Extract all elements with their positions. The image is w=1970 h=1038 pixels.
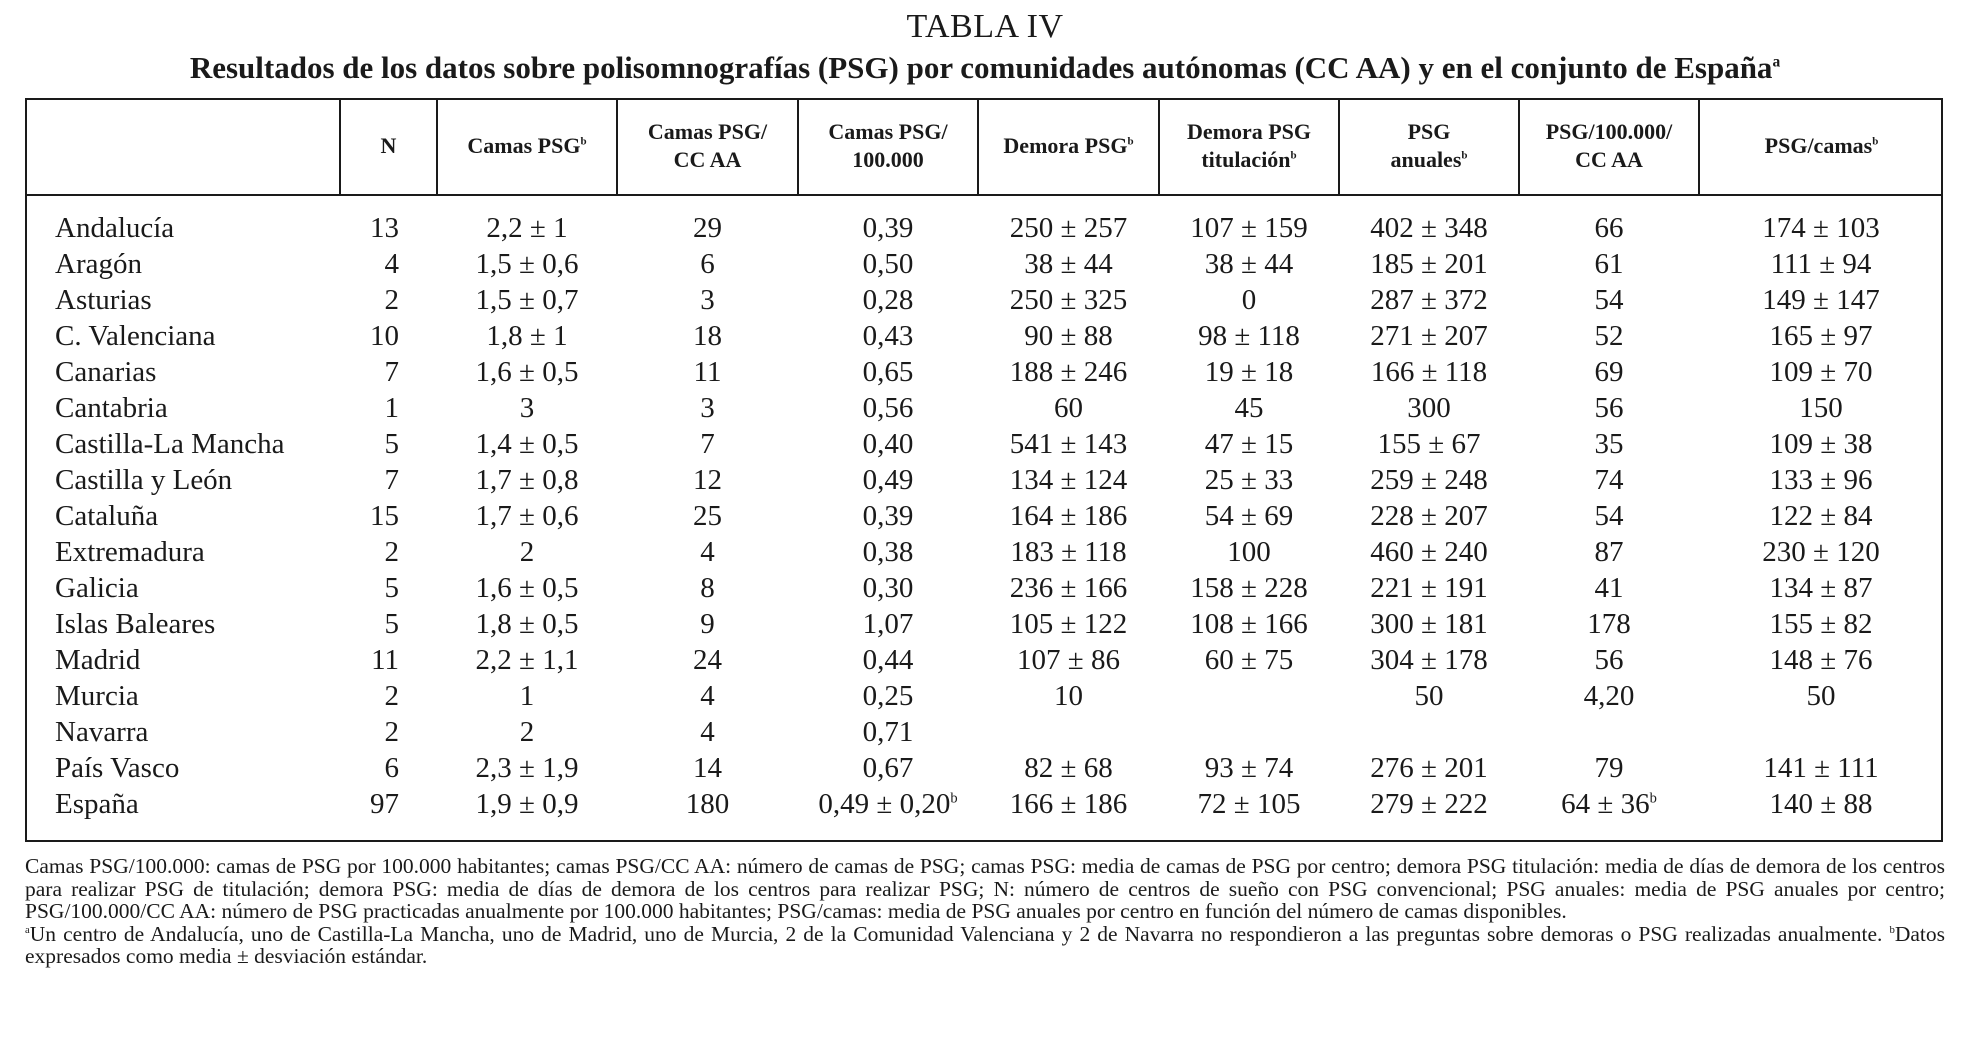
cell-camas-100k: 0,56 [862,392,914,424]
cell-camas-100k: 0,67 [862,752,914,784]
cell-demora-tit: 38 ± 44 [1204,248,1294,280]
cell-camas-ccaa: 4 [700,680,715,712]
cell-demora: 250 ± 257 [1009,212,1128,244]
cell-region: País Vasco [55,752,180,784]
cell-psg-anuales: 460 ± 240 [1370,536,1488,568]
header-camas-100k: Camas PSG/ 100.000 [798,98,978,195]
table-number: TABLA IV [906,8,1064,45]
cell-camas: 1,4 ± 0,5 [475,428,579,460]
table-row [25,462,1943,498]
cell-psg-100k: 4,20 [1583,680,1635,712]
footnote-b-text: Datos expresados como media ± desviación estándar. [25,921,1945,968]
cell-psg-camas: 165 ± 97 [1769,320,1873,352]
footnote-a-mark: a [25,923,30,936]
cell-demora-tit: 98 ± 118 [1198,320,1300,352]
header-psg-camas: PSG/camas$^b$ [1699,98,1943,195]
table-header [25,98,1943,195]
cell-psg-anuales: 228 ± 207 [1370,500,1488,532]
table-footnotes [25,855,1945,968]
header-demora-titulacion: Demora PSG titulación$^b$ [1159,98,1339,195]
cell-demora: 183 ± 118 [1010,536,1127,568]
cell-region: Andalucía [55,212,175,244]
cell-camas-ccaa: 4 [700,536,715,568]
cell-psg-anuales: 185 ± 201 [1370,248,1488,280]
cell-demora: 164 ± 186 [1009,500,1128,532]
table-row [25,714,1943,750]
cell-region: Islas Baleares [55,608,216,640]
cell-camas-100k: 0,44 [862,644,914,676]
cell-psg-100k: 52 [1594,320,1624,352]
cell-psg-camas: 150 [1799,392,1843,424]
cell-camas-ccaa: 3 [700,392,715,424]
cell-psg-anuales [1339,714,1519,750]
table-title-text: Resultados de los datos sobre polisomnografías (PSG) por comunidades autónomas (CC AA) y en el conjunto de España [189,50,1773,85]
cell-camas-100k: 0,49 [862,464,914,496]
cell-region: Murcia [55,680,139,712]
cell-camas-100k: 0,43 [862,320,914,352]
cell-n: 6 [384,752,399,784]
cell-demora: 60 [1054,392,1083,424]
cell-psg-100k: 87 [1594,536,1624,568]
cell-demora: 166 ± 186 [1009,788,1128,820]
table-row [25,534,1943,570]
cell-camas-ccaa: 7 [700,428,715,460]
cell-region: Castilla-La Mancha [55,428,285,460]
cell-camas: 2,2 ± 1 [486,212,568,244]
cell-camas-ccaa: 6 [700,248,715,280]
cell-psg-100k: $64 \pm 36^b$ [1561,788,1657,820]
cell-n: 15 [370,500,399,532]
cell-n: 7 [384,464,399,496]
cell-n: 5 [384,572,399,604]
cell-psg-camas: 109 ± 38 [1769,428,1873,460]
cell-psg-camas [1699,714,1943,750]
cell-camas-ccaa: 25 [693,500,722,532]
cell-camas-ccaa: 11 [693,356,722,388]
cell-camas-ccaa: 24 [693,644,722,676]
header-psg-100k: PSG/100.000/ CC AA [1519,98,1699,195]
cell-psg-camas: 149 ± 147 [1762,284,1880,316]
cell-camas-ccaa: 29 [693,212,722,244]
cell-psg-camas: 50 [1806,680,1836,712]
cell-demora: 82 ± 68 [1024,752,1113,784]
cell-camas-100k: 0,65 [862,356,914,388]
cell-camas-100k: 0,50 [862,248,914,280]
cell-camas: 1,6 ± 0,5 [475,356,579,388]
cell-camas: 2 [519,536,535,568]
cell-psg-anuales: 300 [1407,392,1451,424]
table-row [25,642,1943,678]
cell-demora: 10 [1054,680,1083,712]
cell-demora: 188 ± 246 [1009,356,1128,388]
cell-psg-anuales: 221 ± 191 [1370,572,1488,604]
cell-demora: 236 ± 166 [1009,572,1128,604]
cell-region: Galicia [55,572,139,604]
cell-n: 2 [384,716,399,748]
cell-psg-camas: 133 ± 96 [1769,464,1873,496]
cell-psg-camas: 141 ± 111 [1763,752,1879,784]
cell-n: 5 [384,608,399,640]
cell-psg-anuales: 300 ± 181 [1370,608,1488,640]
table-row [25,354,1943,390]
cell-demora: 105 ± 122 [1009,608,1128,640]
cell-camas: 1,5 ± 0,6 [475,248,579,280]
table-title [0,50,1970,86]
cell-demora-tit: 25 ± 33 [1204,464,1294,496]
cell-camas-ccaa: 8 [700,572,715,604]
header-region [25,98,340,195]
cell-demora: 107 ± 86 [1017,644,1120,676]
cell-camas-100k: 1,07 [862,608,914,640]
table-body [25,195,1943,822]
cell-demora-tit: 72 ± 105 [1197,788,1301,820]
cell-psg-100k: 79 [1594,752,1624,784]
cell-camas-100k: 0,71 [862,716,914,748]
cell-psg-100k: 54 [1594,284,1624,316]
cell-psg-anuales: 402 ± 348 [1370,212,1488,244]
cell-camas: 3 [519,392,535,424]
cell-psg-anuales: 279 ± 222 [1370,788,1488,820]
cell-camas: 2 [519,716,535,748]
cell-camas-ccaa: 12 [693,464,722,496]
cell-demora-tit [1159,714,1339,750]
cell-n: 2 [384,680,399,712]
cell-demora-tit [1159,678,1339,714]
cell-n: 2 [384,536,399,568]
footnote-abbreviations: Camas PSG/100.000: camas de PSG por 100.000 habitantes; camas PSG/CC AA: número de camas de PSG; camas PSG: media de camas de PSG por centro; demora PSG titulación: media de días de demora de los centros para realizar PSG de titulación; demora PSG: media de días de demora de los centros para realizar PSG; N: número de centros de sueño con PSG convencional; PSG anuales: media de PSG anuales por centro; PSG/100.000/CC AA: número de PSG practicadas anualmente por 100.000 habitantes; PSG/camas: media de PSG anuales por centro en función del número de camas disponibles. [25,854,1945,923]
table-row [25,426,1943,462]
cell-n: 11 [371,644,399,676]
header-camas-ccaa: Camas PSG/ CC AA [617,98,798,195]
cell-camas: 1 [519,680,535,712]
cell-demora-tit: 107 ± 159 [1190,212,1308,244]
cell-demora-tit: 93 ± 74 [1204,752,1294,784]
cell-psg-anuales: 304 ± 178 [1370,644,1488,676]
cell-camas-100k: 0,49 ± 0,20$^b$ [818,788,958,820]
cell-camas: 2,2 ± 1,1 [475,644,579,676]
header-demora: Demora PSG$^b$ [978,98,1159,195]
cell-psg-100k: 35 [1594,428,1624,460]
cell-n: 4 [384,248,399,280]
cell-psg-100k [1519,714,1699,750]
cell-psg-camas: 134 ± 87 [1769,572,1873,604]
table-row [25,282,1943,318]
cell-n: 13 [370,212,399,244]
cell-camas: 1,7 ± 0,8 [475,464,579,496]
cell-psg-100k: 178 [1587,608,1631,640]
cell-region: C. Valenciana [55,320,216,352]
footnote-a-text: Un centro de Andalucía, uno de Castilla-La Mancha, uno de Madrid, uno de Murcia, 2 de la Comunidad Valenciana y 2 de Navarra no respondieron a las preguntas sobre demoras o PSG realizadas anualmente. [29,921,1890,946]
cell-n: 2 [384,284,399,316]
table-row [25,246,1943,282]
cell-demora-tit: 60 ± 75 [1204,644,1294,676]
results-table [25,98,1943,822]
cell-camas: 1,6 ± 0,5 [475,572,579,604]
cell-camas-100k: 0,39 [862,212,914,244]
cell-camas-100k: 0,25 [862,680,914,712]
cell-camas-100k: 0,30 [862,572,914,604]
cell-demora [978,714,1159,750]
cell-camas: 2,3 ± 1,9 [475,752,579,784]
cell-region: Canarias [55,356,157,388]
cell-psg-100k: 41 [1594,572,1624,604]
cell-demora-tit: 0 [1241,284,1257,316]
cell-demora: 38 ± 44 [1024,248,1113,280]
cell-psg-anuales: 50 [1414,680,1444,712]
cell-psg-anuales: 166 ± 118 [1370,356,1488,388]
cell-camas-100k: 0,39 [862,500,914,532]
cell-camas-100k: 0,28 [862,284,914,316]
footnote-ab [25,923,1945,968]
cell-psg-100k: 66 [1594,212,1624,244]
cell-psg-100k: 74 [1594,464,1624,496]
cell-region: España [55,788,139,820]
cell-demora-tit: 45 [1234,392,1264,424]
cell-psg-100k: 56 [1594,644,1624,676]
cell-demora-tit: 19 ± 18 [1204,356,1294,388]
table-row [25,498,1943,534]
cell-psg-camas: 174 ± 103 [1762,212,1880,244]
cell-camas-ccaa: 14 [693,752,722,784]
cell-camas: 1,8 ± 0,5 [475,608,579,640]
cell-n: 97 [370,788,399,820]
header-psg-anuales: PSG anuales$^b$ [1339,98,1519,195]
footnote-b-mark: b [1889,923,1895,936]
cell-region: Madrid [55,644,141,676]
header-row [25,98,1943,195]
cell-demora: 541 ± 143 [1009,428,1128,460]
cell-region: Cantabria [55,392,168,424]
cell-psg-100k: 69 [1594,356,1624,388]
cell-region: Castilla y León [55,464,233,496]
cell-n: 1 [384,392,399,424]
cell-psg-camas: 122 ± 84 [1769,500,1873,532]
cell-camas: 1,7 ± 0,6 [475,500,579,532]
cell-demora-tit: 158 ± 228 [1190,572,1308,604]
cell-region: Navarra [55,716,149,748]
cell-n: 7 [384,356,399,388]
cell-camas-100k: 0,38 [862,536,914,568]
cell-demora: 134 ± 124 [1009,464,1128,496]
table-row [25,390,1943,426]
cell-psg-anuales: 271 ± 207 [1370,320,1488,352]
cell-camas: 1,9 ± 0,9 [475,788,579,820]
table-row [25,318,1943,354]
table-row [25,606,1943,642]
table-title-footnote-mark: a [1772,53,1781,71]
cell-psg-100k: 61 [1594,248,1624,280]
table-row-total [25,786,1943,822]
cell-camas-ccaa: 3 [700,284,715,316]
cell-region: Aragón [55,248,142,280]
cell-psg-camas: 109 ± 70 [1769,356,1873,388]
table-row [25,750,1943,786]
cell-camas: 1,5 ± 0,7 [475,284,579,316]
cell-camas-ccaa: 18 [693,320,722,352]
table-row [25,678,1943,714]
cell-n: 10 [370,320,399,352]
cell-demora: 250 ± 325 [1009,284,1128,316]
cell-camas-ccaa: 4 [700,716,715,748]
cell-region: Cataluña [55,500,159,532]
cell-region: Asturias [55,284,152,316]
header-camas-psg: Camas PSG$^b$ [437,98,617,195]
cell-psg-100k: 56 [1594,392,1624,424]
cell-camas: 1,8 ± 1 [486,320,568,352]
cell-demora-tit: 47 ± 15 [1204,428,1294,460]
table-row [25,195,1943,246]
cell-psg-camas: 148 ± 76 [1769,644,1873,676]
cell-psg-camas: 155 ± 82 [1769,608,1873,640]
cell-psg-camas: 230 ± 120 [1762,536,1880,568]
cell-demora-tit: 108 ± 166 [1190,608,1308,640]
cell-camas-ccaa: 9 [700,608,715,640]
cell-psg-anuales: 276 ± 201 [1370,752,1488,784]
cell-camas-ccaa: 180 [685,788,730,820]
cell-psg-camas: 111 ± 94 [1770,248,1872,280]
cell-psg-anuales: 259 ± 248 [1370,464,1488,496]
table-row [25,570,1943,606]
cell-psg-anuales: 287 ± 372 [1370,284,1488,316]
header-n: N [340,98,437,195]
cell-n: 5 [384,428,399,460]
cell-psg-camas: 140 ± 88 [1769,788,1873,820]
cell-region: Extremadura [55,536,205,568]
cell-camas-100k: 0,40 [862,428,914,460]
cell-demora-tit: 54 ± 69 [1204,500,1294,532]
cell-demora-tit: 100 [1227,536,1271,568]
cell-psg-100k: 54 [1594,500,1624,532]
cell-demora: 90 ± 88 [1024,320,1113,352]
cell-psg-anuales: 155 ± 67 [1377,428,1481,460]
